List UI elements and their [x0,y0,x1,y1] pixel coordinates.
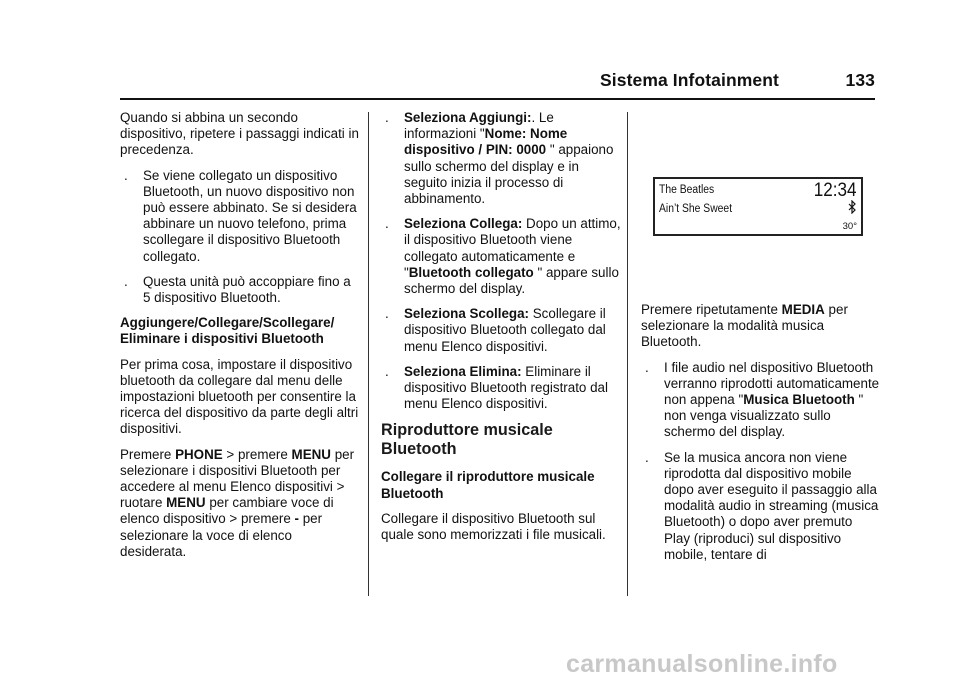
page-header [600,70,875,91]
paragraph: Per prima cosa, impostare il dispositivo bluetooth da collegare dal menu delle impostazioni bluetooth per consentire la ricerca del dispositivo da parte degli altri dispositivi. [120,356,359,437]
list-item-text: Se la musica ancora non viene riprodotta dal dispositivo mobile dopo aver eseguito il passaggio alla modalità audio in streaming (musica Bluetooth) o dopo aver premuto Play (riproduci) sul dispositivo mobile, tentare di [664,449,879,562]
list-item [641,360,881,441]
column-divider-left [368,112,369,596]
list-item [120,274,360,306]
list-item-text: Questa unità può accoppiare fino a 5 dispositivo Bluetooth. [143,273,351,306]
display-message: Bluetooth collegato [408,264,534,280]
item-label: Seleziona Scollega: [404,306,530,322]
key-media: MEDIA [781,302,825,317]
list-item [641,450,881,563]
bluetooth-icon [847,200,857,214]
list-item-text: Se viene collegato un dispositivo Bluetooth, un nuovo dispositivo non può essere abbinato. Se si desidera abbinare un nuovo telefono, prima scollegare il dispositivo Bluetooth collegato. [143,167,357,264]
list-item [381,306,621,355]
bullet-icon: . [385,216,389,232]
key-select: - [294,511,300,527]
column-2 [381,110,621,552]
list-item [381,364,621,413]
item-label: Seleziona Collega: [404,216,523,232]
key-phone: PHONE [175,446,223,462]
display-message: Musica Bluetooth [743,392,855,408]
page-number: 133 [845,70,875,90]
bullet-icon: . [124,167,128,183]
text: Premere ripetutamente [641,302,782,317]
list-item [120,168,360,265]
text: " appaiono sullo schermo del display e in seguito inizia il processo di abbinamento. [404,142,614,207]
display-track: Ain’t She Sweet [659,203,733,215]
list-item [381,110,621,207]
text: Premere [120,446,176,462]
bullet-icon: . [645,359,649,375]
text: > premere [222,446,292,462]
text: Dopo un attimo, il dispositivo Bluetooth viene collegato automaticamente e " [404,216,621,280]
bullet-icon: . [645,449,649,465]
bullet-icon: . [385,110,389,125]
bullet-icon: . [385,363,389,379]
text: per selezionare la voce di elenco desiderata. [120,511,323,559]
watermark[interactable]: carmanualsonline.info [566,650,838,678]
text: " appare sullo schermo del display. [404,264,619,297]
intro-paragraph: Quando si abbina un secondo dispositivo, ripetere i passaggi indicati in precedenza. [120,110,359,158]
text: " non venga visualizzato sullo schermo del display. [664,392,864,440]
bullet-icon: . [385,306,389,322]
bullet-icon: . [124,273,128,289]
section-heading: Riproduttore musicale Bluetooth [381,421,553,459]
column-divider-right [627,112,628,596]
instructions-paragraph [120,447,360,560]
key-menu: MENU [166,495,206,511]
display-clock: 12:34 [814,180,857,201]
key-menu: MENU [291,446,331,462]
list-item [381,216,621,297]
display-temperature: 30° [842,221,857,232]
column-3 [641,302,881,572]
radio-display-illustration [653,177,863,236]
item-label: Seleziona Aggiungi: [404,110,532,125]
text: per cambiare voce di elenco dispositivo > premere [120,495,334,527]
page-title: Sistema Infotainment [600,70,779,90]
subheading: Collegare il riproduttore musicale Bluetooth [381,469,595,501]
text: Eliminare il dispositivo Bluetooth registrato dal menu Elenco dispositivi. [404,363,608,412]
text: per selezionare la modalità musica Bluetooth. [641,302,848,350]
display-artist: The Beatles [659,184,715,196]
paragraph: Collegare il dispositivo Bluetooth sul quale sono memorizzati i file musicali. [381,510,606,543]
text: I file audio nel dispositivo Bluetooth verranno riprodotti automaticamente non appena " [664,359,880,408]
text: Scollegare il dispositivo Bluetooth collegato dal menu Elenco dispositivi. [404,306,606,354]
text: . Le informazioni " [404,110,554,142]
header-rule [120,98,875,100]
display-message: Nome: Nome dispositivo / PIN: 0000 [404,126,568,158]
text: per selezionare i dispositivi Bluetooth per accedere al menu Elenco dispositivi > ruotare [120,446,355,511]
item-label: Seleziona Elimina: [404,363,522,379]
subheading: Aggiungere/Collegare/Scollegare/ Eliminare i dispositivi Bluetooth [120,315,335,347]
paragraph [641,302,881,351]
column-1 [120,110,360,569]
